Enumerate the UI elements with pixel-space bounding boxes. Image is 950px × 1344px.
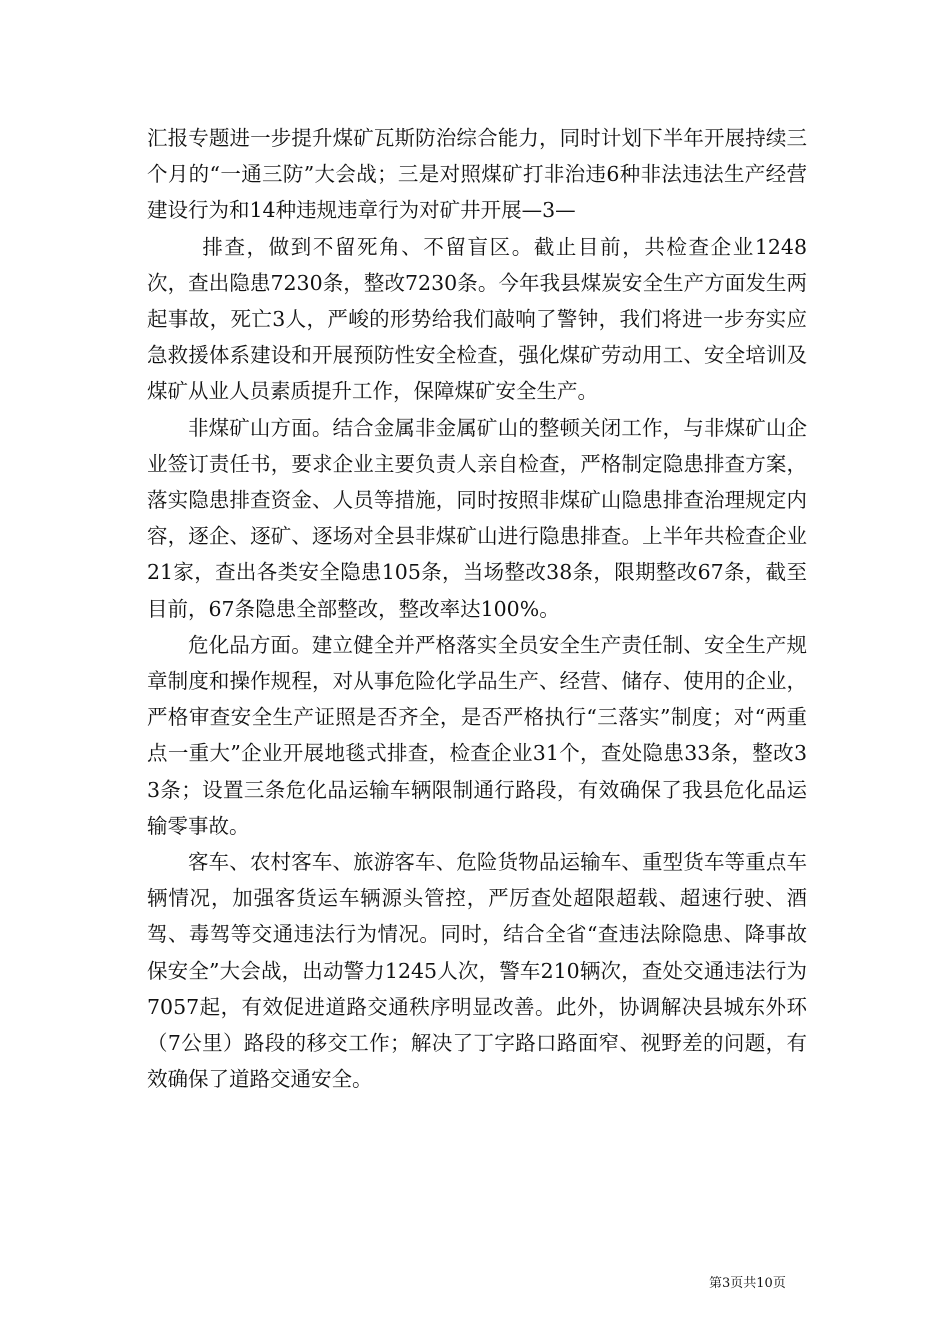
paragraph-hazardous-chemicals: 危化品方面。建立健全并严格落实全员安全生产责任制、安全生产规章制度和操作规程，对从事危险化学品生产、经营、储存、使用的企业，严格审查安全生产证照是否齐全，是否严格执行“三落实”制度；对“两重点一重大”企业开展地毯式排查，检查企业31个，查处隐患33条，整改33条；设置三条危化品运输车辆限制通行路段，有效确保了我县危化品运输零事故。	[147, 632, 807, 838]
paragraph-coal-inspection: 排查，做到不留死角、不留盲区。截止目前，共检查企业1248次，查出隐患7230条，整改7230条。今年我县煤炭安全生产方面发生两起事故，死亡3人，严峻的形势给我们敲响了警钟，我们将进一步夯实应急救援体系建设和开展预防性安全检查，强化煤矿劳动用工、安全培训及煤矿从业人员素质提升工作，保障煤矿安全生产。	[147, 234, 807, 404]
paragraph-non-coal-mines: 非煤矿山方面。结合金属非金属矿山的整顿关闭工作，与非煤矿山企业签订责任书，要求企业主要负责人亲自检查，严格制定隐患排查方案，落实隐患排查资金、人员等措施，同时按照非煤矿山隐患排查治理规定内容，逐企、逐矿、逐场对全县非煤矿山进行隐患排查。上半年共检查企业21家，查出各类安全隐患105条，当场整改38条，限期整改67条，截至目前，67条隐患全部整改，整改率达100%。	[147, 415, 807, 621]
paragraph-coal-continued: 汇报专题进一步提升煤矿瓦斯防治综合能力，同时计划下半年开展持续三个月的“一通三防”大会战；三是对照煤矿打非治违6种非法违法生产经营建设行为和14种违规违章行为对矿井开展—3—	[147, 126, 807, 223]
paragraph-road-traffic: 客车、农村客车、旅游客车、危险货物品运输车、重型货车等重点车辆情况，加强客货运车辆源头管控，严厉查处超限超载、超速行驶、酒驾、毒驾等交通违法行为情况。同时，结合全省“查违法除隐患、降事故保安全”大会战，出动警力1245人次，警车210辆次，查处交通违法行为7057起，有效促进道路交通秩序明显改善。此外，协调解决县城东外环（7公里）路段的移交工作；解决了丁字路口路面窄、视野差的问题，有效确保了道路交通安全。	[147, 850, 807, 1092]
page-number-footer: 第3页共10页	[709, 1276, 786, 1291]
body-text	[147, 120, 807, 1097]
